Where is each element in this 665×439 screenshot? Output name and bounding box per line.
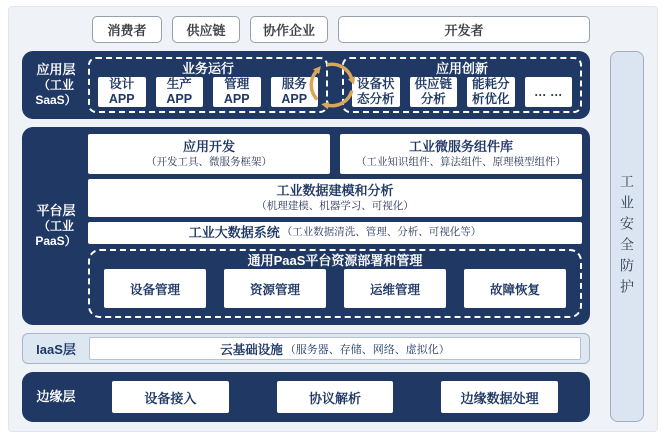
edge-layer-title: 边缘层	[36, 388, 76, 404]
ellipsis-box: … …	[525, 77, 573, 107]
fault-recovery-box: 故障恢复	[464, 269, 566, 308]
platform-layer	[22, 127, 590, 325]
production-app-box: 生产 APP	[156, 77, 204, 107]
big-data-box	[88, 222, 582, 244]
device-status-analysis-box: 设备状 态分析	[352, 77, 400, 107]
platform-row-dev	[88, 134, 582, 174]
application-layer-title: 应用层	[36, 61, 76, 77]
application-layer-label	[24, 57, 88, 113]
platform-row-bigdata	[88, 222, 582, 244]
big-data-title: 工业大数据系统	[188, 224, 280, 240]
application-layer	[22, 51, 590, 119]
supply-chain-analysis-box: 供应链 分析	[410, 77, 458, 107]
platform-row-modeling	[88, 179, 582, 217]
service-app-box: 服务 APP	[271, 77, 319, 107]
edge-layer-label	[24, 381, 88, 413]
app-dev-box	[88, 134, 330, 174]
business-operation-apps	[98, 77, 318, 107]
application-layer-subtitle: （工业SaaS）	[35, 78, 77, 108]
diagram-main-column	[22, 16, 590, 422]
architecture-diagram	[8, 6, 658, 432]
platform-layer-label	[24, 134, 88, 318]
microservice-lib-title: 工业微服务组件库	[408, 139, 513, 155]
microservice-lib-subtitle: （工业知识组件、算法组件、原理模型组件）	[356, 155, 566, 168]
app-innovation-apps	[352, 77, 572, 107]
app-dev-title: 应用开发	[182, 139, 235, 155]
cloud-infrastructure-box	[89, 337, 581, 360]
security-bar	[610, 51, 644, 422]
edge-layer	[22, 372, 590, 422]
data-modeling-subtitle: （机理建模、机器学习、可视化）	[256, 199, 414, 212]
business-operation-group	[88, 57, 328, 113]
energy-analysis-box: 能耗分 析优化	[467, 77, 515, 107]
management-app-box: 管理 APP	[213, 77, 261, 107]
actor-collab-enterprise: 协作企业	[250, 16, 328, 43]
security-bar-label: 工业安全防护	[619, 173, 635, 300]
paas-management-title: 通用PaaS平台资源部署和管理	[247, 253, 423, 268]
edge-layer-items	[88, 381, 582, 413]
cloud-infrastructure-title: 云基础设施	[220, 342, 283, 357]
app-dev-subtitle: （开发工具、微服务框架）	[146, 155, 272, 168]
device-access-box: 设备接入	[112, 381, 229, 413]
platform-layer-title: 平台层	[36, 202, 76, 218]
ops-management-box: 运维管理	[344, 269, 446, 308]
resource-management-box: 资源管理	[224, 269, 326, 308]
application-layer-content	[88, 57, 582, 113]
data-modeling-box	[88, 179, 582, 217]
paas-management-items	[102, 269, 568, 308]
actor-supply-chain: 供应链	[172, 16, 240, 43]
big-data-subtitle: （工业数据清洗、管理、分析、可视化等）	[281, 226, 482, 239]
app-innovation-group	[342, 57, 582, 113]
cloud-infrastructure-subtitle: （服务器、存储、网络、虚拟化）	[284, 343, 450, 356]
iaas-layer-label: IaaS层	[36, 342, 76, 357]
data-modeling-title: 工业数据建模和分析	[276, 183, 394, 199]
protocol-parsing-box: 协议解析	[277, 381, 394, 413]
paas-management-group	[88, 249, 582, 318]
device-management-box: 设备管理	[104, 269, 206, 308]
microservice-lib-box	[340, 134, 582, 174]
app-innovation-title: 应用创新	[435, 61, 488, 76]
iaas-layer	[22, 333, 590, 364]
actors-row	[92, 16, 590, 43]
actor-developer: 开发者	[338, 16, 590, 43]
actor-consumer: 消费者	[92, 16, 162, 43]
edge-data-processing-box: 边缘数据处理	[441, 381, 558, 413]
business-operation-title: 业务运行	[181, 61, 234, 76]
platform-layer-content	[88, 134, 582, 318]
design-app-box: 设计 APP	[98, 77, 146, 107]
platform-layer-subtitle: （工业PaaS）	[35, 219, 77, 249]
